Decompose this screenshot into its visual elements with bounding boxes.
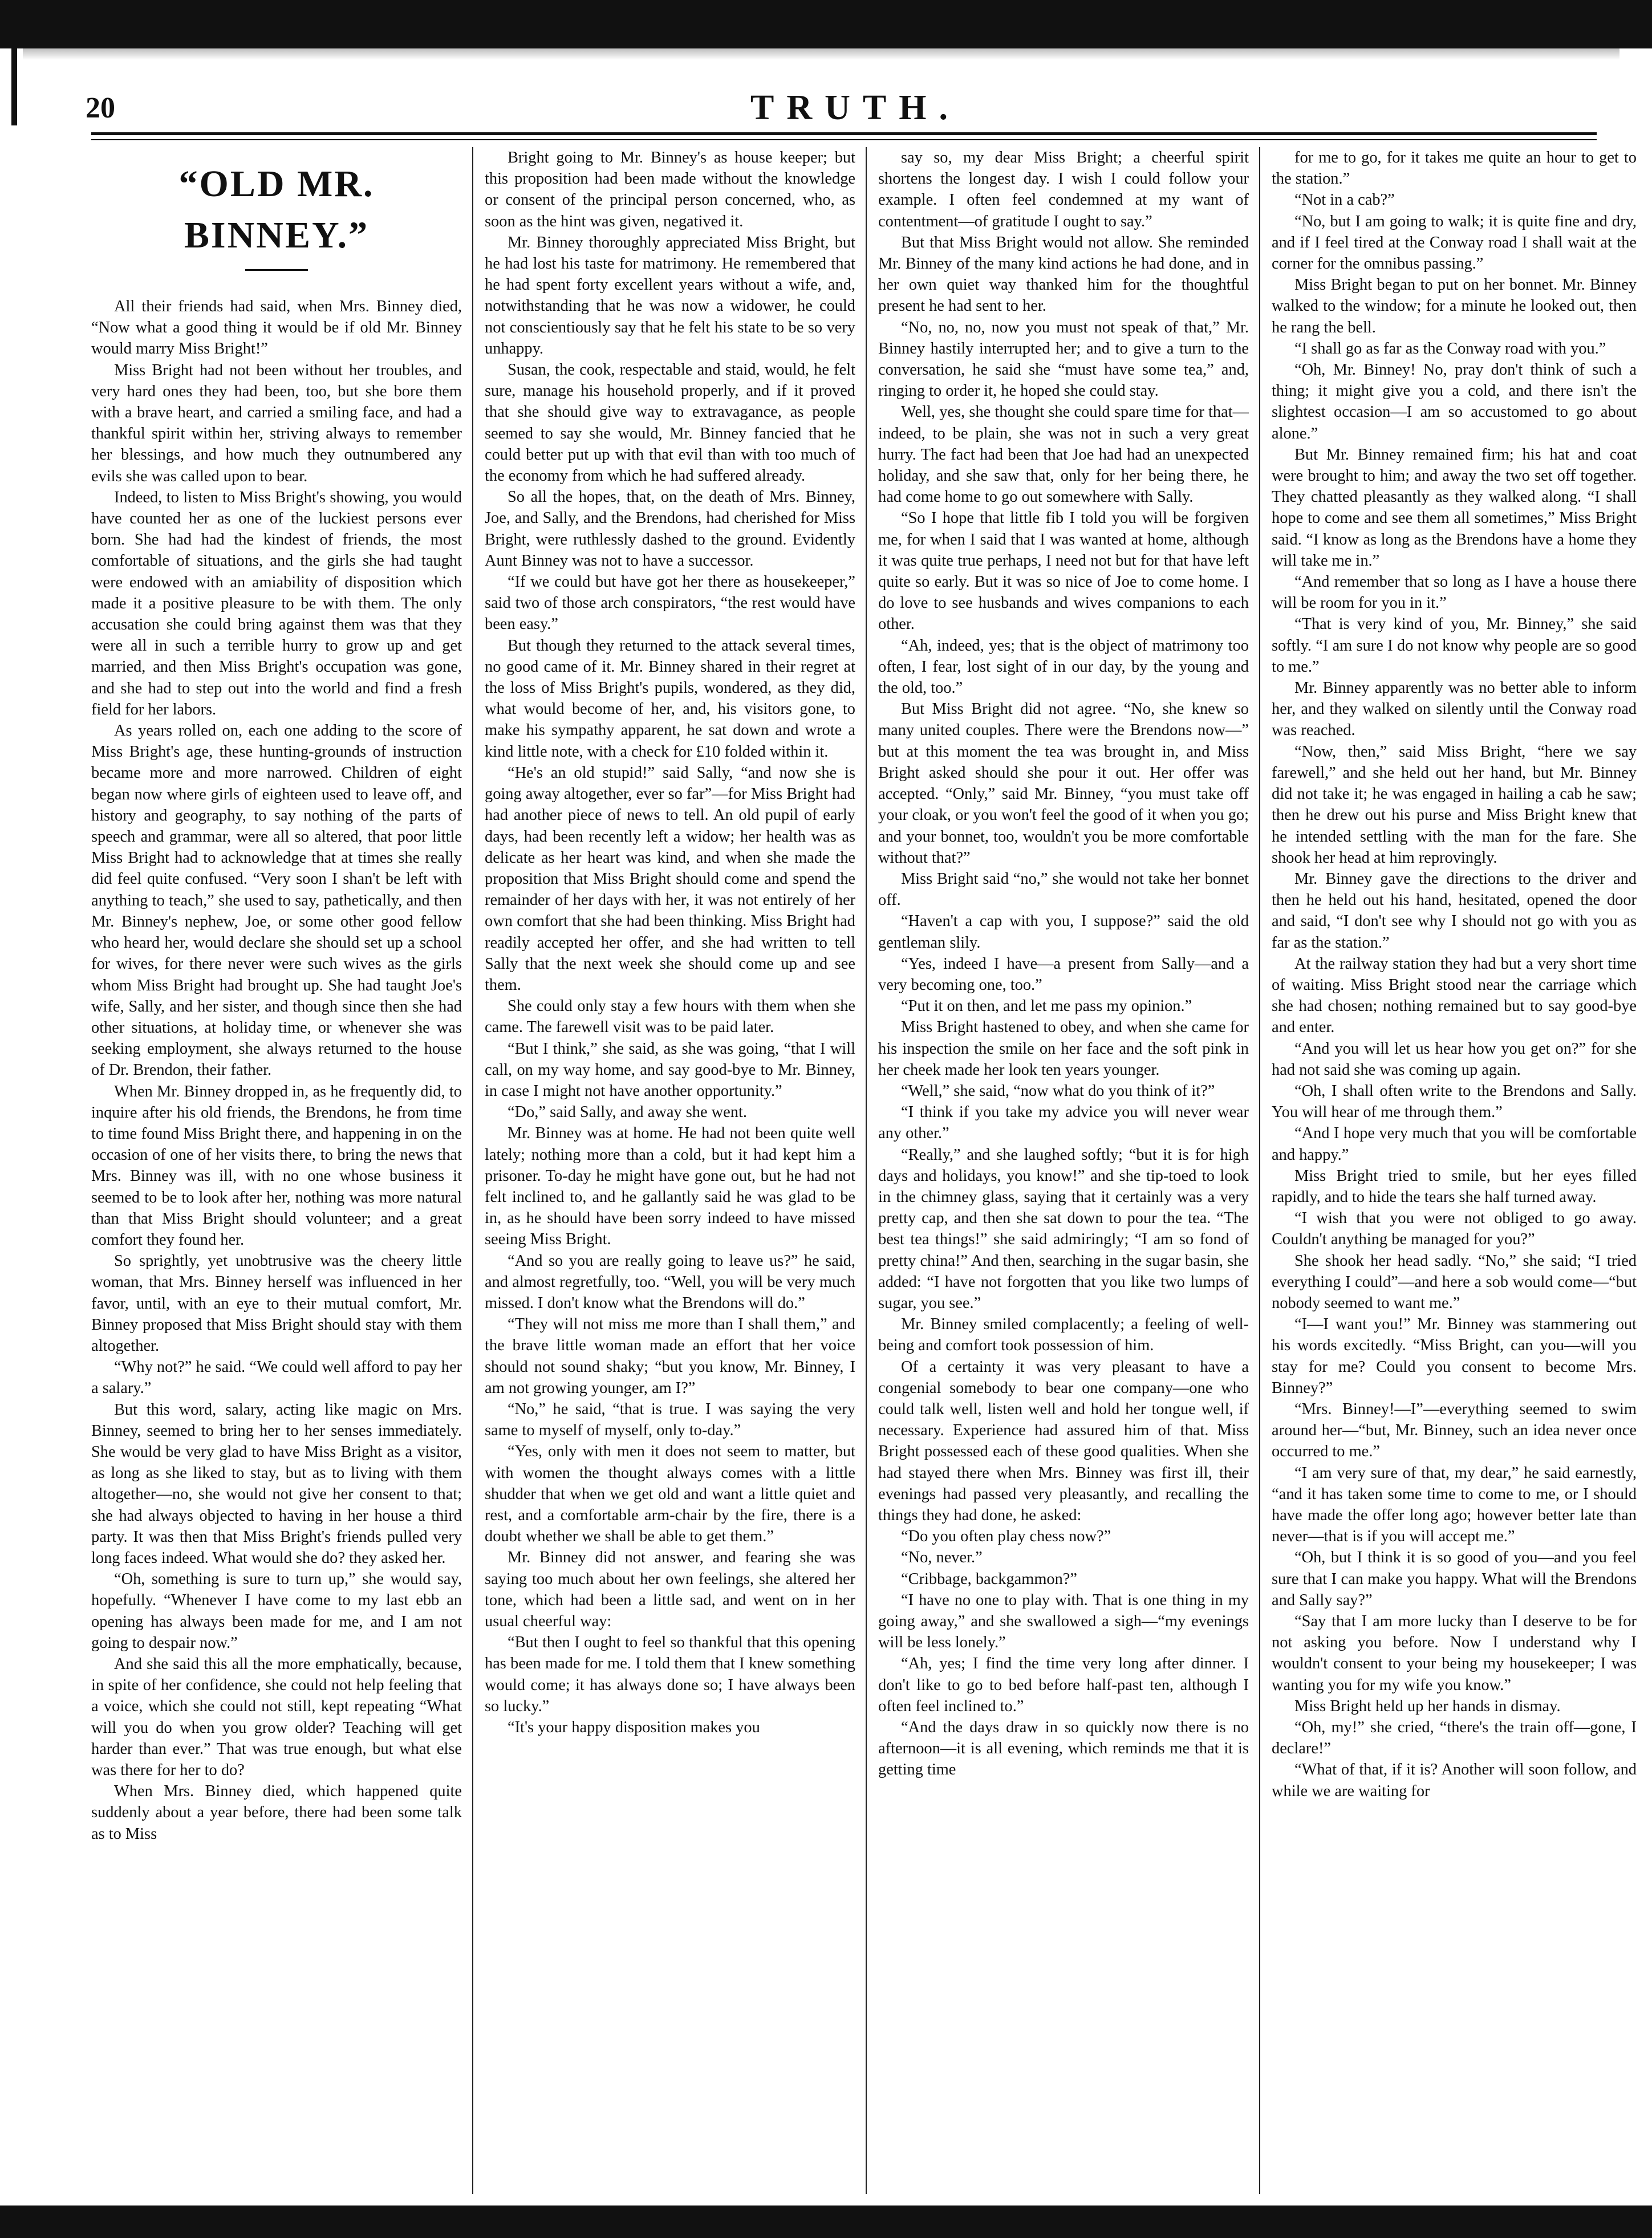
paragraph: “Do,” said Sally, and away she went.: [508, 1103, 747, 1122]
paragraph: “Well,” she said, “now what do you think of it?”: [901, 1082, 1215, 1100]
paragraph: “Oh, something is sure to turn up,” she would say, hopefully. “Whenever I have come to my last ebb an opening has always been made for me, and I am not going to despair now.”: [91, 1570, 462, 1652]
paragraph: “Haven't a cap with you, I suppose?” said the old gentleman slily.: [878, 912, 1249, 952]
paragraph: “Oh, my!” she cried, “there's the train off—gone, I declare!”: [1272, 1719, 1637, 1758]
paragraph: “Ah, indeed, yes; that is the object of matrimony too often, I fear, lost sight of in our day, by the young and the old, too.”: [878, 636, 1249, 697]
paragraph: “Do you often play chess now?”: [901, 1528, 1111, 1546]
paragraph: But Mr. Binney remained firm; his hat and coat were brought to him; and away the two set off together. They chatted pleasantly as they walked along. “I shall hope to come and see them all sometimes,” Miss Bright said. “I know as long as the Brendons have a home they will take me in.”: [1272, 445, 1637, 570]
column-3: [878, 147, 1249, 2194]
paragraph: Miss Bright said “no,” she would not take her bonnet off.: [878, 870, 1249, 909]
paragraph: “I have no one to play with. That is one thing in my going away,” and she swallowed a sigh—“my evenings will be less lonely.”: [878, 1591, 1249, 1652]
paragraph: “If we could but have got her there as housekeeper,” said two of those arch conspirators, “the rest would have been easy.”: [485, 573, 855, 633]
paragraph: “Why not?” he said. “We could well afford to pay her a salary.”: [91, 1358, 462, 1398]
paragraph: Mr. Binney was at home. He had not been quite well lately; nothing more than a cold, but it had kept him a prisoner. To-day he might have gone out, but he had not felt inclined to, and he gallantly said he was glad to be in, as he should have been sorry indeed to have missed seeing Miss Bright.: [485, 1124, 855, 1249]
paragraph: Well, yes, she thought she could spare time for that—indeed, to be plain, she was not in such a very great hurry. The fact had been that Joe had had an unexpected holiday, and she saw that, only for her being there, he had come home to go out somewhere with Sally.: [878, 403, 1249, 506]
paragraph: As years rolled on, each one adding to the score of Miss Bright's age, these hunting-grounds of instruction became more and more narrowed. Children of eight began now where girls of eighteen used to leave off, and history and geography, to say nothing of the parts of speech and grammar, were all so altered, that poor little Miss Bright had to acknowledge that at times she really did feel quite confused. “Very soon I shan't be left with anything to teach,” she used to say, pathetically, and then Mr. Binney's nephew, Joe, or some other good fellow who heard her, would declare she should set up a school for wives, for there never were such wives as the girls whom Miss Bright had brought up. She had taught Joe's wife, Sally, and her sister, and though since then she had other situations, at holiday time, or whenever she was seeking employment, she always returned to the house of Dr. Brendon, their father.: [91, 722, 462, 1079]
paragraph: “Oh, but I think it is so good of you—and you feel sure that I can make you happy. What will the Brendons and Sally say?”: [1272, 1549, 1637, 1609]
paragraph: “I shall go as far as the Conway road with you.”: [1294, 339, 1606, 358]
column-divider: [1259, 147, 1260, 2194]
article-title: “OLD MR. BINNEY.”: [178, 163, 375, 256]
paragraph: “But I think,” she said, as she was going, “that I will call, on my way home, and say good-bye to Mr. Binney, in case I might not have another opportunity.”: [485, 1039, 855, 1100]
paragraph: “Not in a cab?”: [1294, 191, 1395, 209]
paragraph: “They will not miss me more than I shall them,” and the brave little woman made an effort that her voice should not sound shaky; “but you know, Mr. Binney, I am not growing younger, am I?”: [485, 1315, 855, 1397]
paragraph: “I wish that you were not obliged to go away. Couldn't anything be managed for you?”: [1272, 1209, 1637, 1249]
paragraph: “That is very kind of you, Mr. Binney,” she said softly. “I am sure I do not know why people are so good to me.”: [1272, 615, 1637, 676]
top-border-band: [0, 0, 1652, 48]
paragraph: Bright going to Mr. Binney's as house keeper; but this proposition had been made without the knowledge or consent of the principal person concerned, who, as soon as the hint was given, negatived it.: [485, 149, 855, 230]
paragraph: “He's an old stupid!” said Sally, “and now she is going away altogether, ever so far”—for Miss Bright had had another piece of news to tell. An old pupil of early days, had been recently left a widow; her health was as delicate as her heart was kind, and when she made the proposition that Miss Bright should come and spend the remainder of her days with her, it was not entirely of her own comfort that she had been thinking. Miss Bright had readily accepted her offer, and she had written to tell Sally that the next week she should come up and see them.: [485, 763, 855, 994]
column-2: [485, 147, 855, 2194]
paragraph: Mr. Binney gave the directions to the driver and then he held out his hand, hesitated, opened the door and said, “I don't see why I should not go with you as far as the station.”: [1272, 870, 1637, 952]
paragraph: But Miss Bright did not agree. “No, she knew so many united couples. There were the Brendons now—” but at this moment the tea was brought in, and Miss Bright asked should she pour it out. Her offer was accepted. “Only,” said Mr. Binney, “you must take off your cloak, or you won't feel the good of it when you go; and your bonnet, too, wouldn't you be more comfortable without that?”: [878, 700, 1249, 867]
paragraph: “And so you are really going to leave us?” he said, and almost regretfully, too. “Well, you will be very much missed. I don't know what the Brendons will do.”: [485, 1252, 855, 1312]
paragraph: “Yes, only with men it does not seem to matter, but with women the thought always comes with a little shudder that when we get old and want a little quiet and rest, and a comfortable arm-chair by the fire, there is a doubt whether we shall be able to get them.”: [485, 1443, 855, 1546]
header-rule-thin: [91, 139, 1597, 140]
paragraph: “Oh, I shall often write to the Brendons and Sally. You will hear of me through them.”: [1272, 1082, 1637, 1122]
paragraph: for me to go, for it takes me quite an hour to get to the station.”: [1272, 149, 1637, 188]
paragraph: “But then I ought to feel so thankful that this opening has been made for me. I told them that I knew something would come; it has always done so; I have always been so lucky.”: [485, 1634, 855, 1715]
paragraph: “Really,” and she laughed softly; “but it is for high days and holidays, you know!” and she tip-toed to look in the chimney glass, saying that it certainly was a very pretty cap, and then she sat down to pour the tea. “The best tea things!” she said admiringly; “I am so fond of pretty china!” And then, searching in the sugar basin, she added: “I have not forgotten that you like two lumps of sugar, you see.”: [878, 1146, 1249, 1312]
page-number: 20: [86, 92, 115, 124]
paragraph: So sprightly, yet unobtrusive was the cheery little woman, that Mrs. Binney herself was influenced in her favor, until, with an eye to their mutual comfort, Mr. Binney proposed that Miss Bright should stay with them altogether.: [91, 1252, 462, 1355]
paragraph: She shook her head sadly. “No,” she said; “I tried everything I could”—and here a sob would come—“but nobody seemed to want me.”: [1272, 1252, 1637, 1312]
paragraph: “No, never.”: [901, 1549, 983, 1567]
column-divider: [866, 147, 867, 2194]
paragraph: But though they returned to the attack several times, no good came of it. Mr. Binney shared in their regret at the loss of Miss Bright's pupils, wondered, as they did, what would become of her, and, his visitors gone, to make his sympathy apparent, he sat down and wrote a kind little note, with a check for £10 folded within it.: [485, 636, 855, 761]
paragraph: Indeed, to listen to Miss Bright's showing, you would have counted her as one of the luckiest persons ever born. She had had the kindest of friends, the most comfortable of situations, and the girls she had taught were endowed with an amiability of disposition which made it a positive pleasure to be with them. The only accusation she could bring against them was that they were all in such a terrible hurry to grow up and get married, and then Miss Bright's occupation was gone, and she had to step out into the world and find a fresh field for her labors.: [91, 488, 462, 718]
paragraph: “And you will let us hear how you get on?” for she had not said she was coming up again.: [1272, 1039, 1637, 1079]
page-header: [86, 88, 1625, 127]
paragraph: So all the hopes, that, on the death of Mrs. Binney, Joe, and Sally, and the Brendons, had cherished for Miss Bright, were ruthlessly dashed to the ground. Evidently Aunt Binney was not to have a successor.: [485, 488, 855, 570]
paragraph: She could only stay a few hours with them when she came. The farewell visit was to be paid later.: [485, 997, 855, 1037]
paragraph: And she said this all the more emphatically, because, in spite of her confidence, she could not help feeling that a voice, which she could not still, kept repeating “What will you do when you grow older? Teaching will get harder than ever.” That was true enough, but what else was there for her to do?: [91, 1655, 462, 1780]
paragraph: Miss Bright had not been without her troubles, and very hard ones they had been, too, but she bore them with a brave heart, and carried a smiling face, and had a thankful spirit within her, striving always to remember her blessings, and how much they outnumbered any evils she was called upon to bear.: [91, 361, 462, 485]
paragraph: “Cribbage, backgammon?”: [901, 1570, 1078, 1588]
paragraph: “Yes, indeed I have—a present from Sally—and a very becoming one, too.”: [878, 954, 1249, 994]
paragraph: “I think if you take my advice you will never wear any other.”: [878, 1103, 1249, 1143]
paragraph: When Mr. Binney dropped in, as he frequently did, to inquire after his old friends, the Brendons, he from time to time found Miss Bright there, and happening in on the occasion of one of her visits there, to bring the news that Mrs. Binney was ill, with no one whose business it seemed to be to look after her, nothing was more natural than that Miss Bright should volunteer; and a great comfort they found her.: [91, 1082, 462, 1249]
paragraph: When Mrs. Binney died, which happened quite suddenly about a year before, there had been some talk as to Miss: [91, 1782, 462, 1843]
paragraph: “No, no, no, now you must not speak of that,” Mr. Binney hastily interrupted her; and to give a turn to the conversation, he said she “must have some tea,” and, ringing to order it, he hoped she could stay.: [878, 318, 1249, 400]
paragraph: “What of that, if it is? Another will soon follow, and while we are waiting for: [1272, 1761, 1637, 1800]
paragraph: “No,” he said, “that is true. I was saying the very same to myself of myself, only to-day.”: [485, 1400, 855, 1440]
paragraph: Mr. Binney did not answer, and fearing she was saying too much about her own feelings, she altered her tone, which had been a little sad, and went on in her usual cheerful way:: [485, 1549, 855, 1631]
column-divider: [472, 147, 473, 2194]
paragraph: Miss Bright tried to smile, but her eyes filled rapidly, and to hide the tears she half turned away.: [1272, 1167, 1637, 1206]
paragraph: But that Miss Bright would not allow. She reminded Mr. Binney of the many kind actions he had done, and in her own quiet way thanked him for the thoughtful present he had sent to her.: [878, 233, 1249, 315]
paragraph: “And I hope very much that you will be comfortable and happy.”: [1272, 1124, 1637, 1164]
paragraph: “And the days draw in so quickly now there is no afternoon—it is all evening, which reminds me that it is getting time: [878, 1719, 1249, 1779]
paragraph: “Ah, yes; I find the time very long after dinner. I don't like to go to bed before half-past ten, although I often feel inclined to.”: [878, 1655, 1249, 1715]
paragraph: Miss Bright held up her hands in dismay.: [1294, 1697, 1561, 1715]
bottom-border-band: [0, 2205, 1652, 2238]
paragraph: Mr. Binney thoroughly appreciated Miss Bright, but he had lost his taste for matrimony. He remembered that he had spent forty excellent years without a wife, and, notwithstanding that he was now a widower, he could not conscientiously say that he felt his state to be so very unhappy.: [485, 233, 855, 358]
paragraph: Miss Bright hastened to obey, and when she came for his inspection the smile on her face and the soft pink in her cheek made her look ten years younger.: [878, 1018, 1249, 1079]
paragraph: Susan, the cook, respectable and staid, would, he felt sure, manage his household properly, and if it proved that she should give way to extravagance, as people seemed to say she would, Mr. Binney fancied that he could better put up with that evil than with too much of the economy from which he had suffered already.: [485, 361, 855, 485]
paragraph: say so, my dear Miss Bright; a cheerful spirit shortens the longest day. I wish I could follow your example. I often feel condemned at my want of contentment—of gratitude I ought to say.”: [878, 149, 1249, 230]
paragraph: But this word, salary, acting like magic on Mrs. Binney, seemed to bring her to her senses immediately. She would be very glad to have Miss Bright as a visitor, as long as she liked to stay, but as to living with them altogether—no, she would not give her consent to that; she had always objected to having in her house a third party. It was then that Miss Bright's friends pulled very long faces indeed. What would she do? they asked her.: [91, 1400, 462, 1567]
header-rule-thick: [91, 132, 1597, 135]
paragraph: “Mrs. Binney!—I”—everything seemed to swim around her—“but, Mr. Binney, such an idea never once occurred to me.”: [1272, 1400, 1637, 1461]
torn-edge: [23, 48, 1619, 60]
paragraph: “Now, then,” said Miss Bright, “here we say farewell,” and she held out her hand, but Mr. Binney did not take it; he was engaged in hailing a cab he saw; then he drew out his purse and Miss Bright knew that he intended settling with the man for the fare. She shook her head at him reprovingly.: [1272, 742, 1637, 867]
column-4: [1272, 147, 1637, 2194]
paragraph: “Put it on then, and let me pass my opinion.”: [901, 997, 1192, 1016]
masthead: TRUTH.: [750, 88, 960, 127]
paragraph: “It's your happy disposition makes you: [508, 1719, 760, 1737]
paragraph: Mr. Binney apparently was no better able to inform her, and they walked on silently until the Conway road was reached.: [1272, 679, 1637, 740]
title-rule: [245, 269, 308, 271]
column-1: [91, 147, 462, 2194]
left-edge-mark: [11, 34, 17, 125]
paragraph: At the railway station they had but a very short time of waiting. Miss Bright stood near the carriage which she had chosen; nothing remained but to say good-bye and enter.: [1272, 954, 1637, 1037]
paragraph: “I—I want you!” Mr. Binney was stammering out his words excitedly. “Miss Bright, can you—will you stay for me? Could you consent to become Mrs. Binney?”: [1272, 1315, 1637, 1397]
paragraph: Miss Bright began to put on her bonnet. Mr. Binney walked to the window; for a minute he looked out, then he rang the bell.: [1272, 276, 1637, 336]
paragraph: Of a certainty it was very pleasant to have a congenial somebody to bear one company—one who could talk well, listen well and hold her tongue well, if necessary. Experience had assured him of that. Miss Bright possessed each of these good qualities. When she had stayed there when Mrs. Binney was first ill, their evenings had passed very pleasantly, and recalling the things they had done, he asked:: [878, 1358, 1249, 1524]
paragraph: Mr. Binney smiled complacently; a feeling of well-being and comfort took possession of him.: [878, 1315, 1249, 1355]
paragraph: “Oh, Mr. Binney! No, pray don't think of such a thing; it might give you a cold, and there isn't the slightest occasion—I am so accustomed to go about alone.”: [1272, 361, 1637, 442]
paragraph: “No, but I am going to walk; it is quite fine and dry, and if I feel tired at the Conway road I shall wait at the corner for the omnibus passing.”: [1272, 212, 1637, 273]
paragraph: “So I hope that little fib I told you will be forgiven me, for when I said that I was wanted at home, although it was quite true perhaps, I need not but for that have left quite so early. But it was so nice of Joe to come home. I do love to see husbands and wives companions to each other.: [878, 509, 1249, 633]
paragraph: “I am very sure of that, my dear,” he said earnestly, “and it has taken some time to come to me, or I should have made the offer long ago; however better late than never—that is if you will accept me.”: [1272, 1464, 1637, 1546]
paragraph: All their friends had said, when Mrs. Binney died, “Now what a good thing it would be if old Mr. Binney would marry Miss Bright!”: [91, 298, 462, 358]
paragraph: “Say that I am more lucky than I deserve to be for not asking you before. Now I understand why I wouldn't consent to your being my housekeeper; I was wanting you for my wife you know.”: [1272, 1613, 1637, 1694]
paragraph: “And remember that so long as I have a house there will be room for you in it.”: [1272, 573, 1637, 612]
